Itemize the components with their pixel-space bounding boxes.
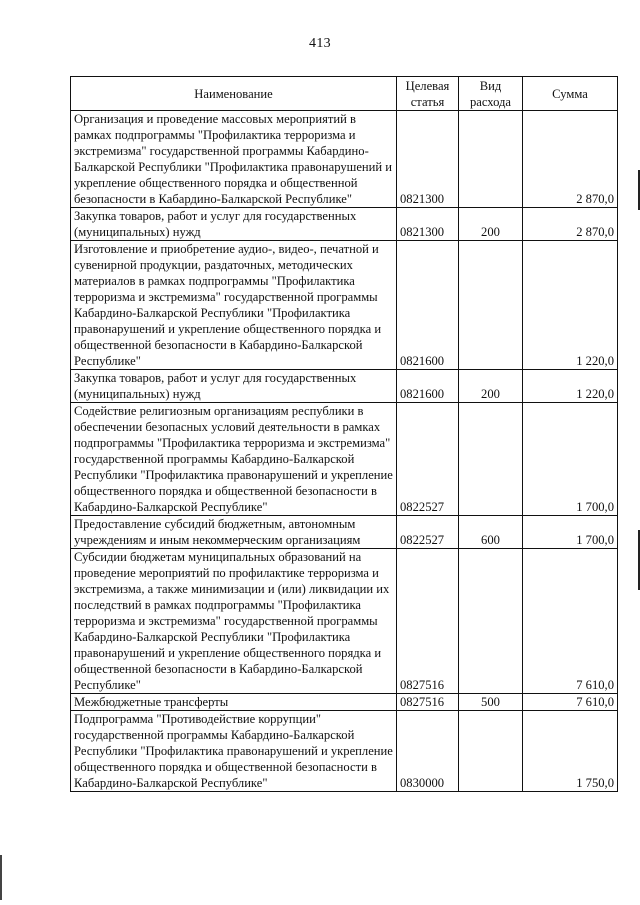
- budget-table: [70, 76, 618, 792]
- row-kind: 500: [459, 694, 523, 711]
- table-row: [71, 516, 618, 549]
- row-sum: 2 870,0: [523, 111, 618, 208]
- row-code: 0822527: [397, 516, 459, 549]
- table-row: [71, 241, 618, 370]
- row-sum: 1 220,0: [523, 370, 618, 403]
- row-sum: 2 870,0: [523, 208, 618, 241]
- table-row: [71, 111, 618, 208]
- row-kind: [459, 403, 523, 516]
- row-kind: [459, 241, 523, 370]
- row-sum: 1 220,0: [523, 241, 618, 370]
- scan-edge-mark: [0, 855, 2, 900]
- row-kind: 200: [459, 370, 523, 403]
- row-name: Организация и проведение массовых мероприятий в рамках подпрограммы "Профилактика терроризма и экстремизма" государственной программы Кабардино-Балкарской Республики "Профилактика правонарушений и укрепление общественного порядка и общественной безопасности в Кабардино-Балкарской Республике": [71, 111, 397, 208]
- header-code: Целевая статья: [397, 77, 459, 111]
- row-kind: [459, 711, 523, 792]
- row-kind: 600: [459, 516, 523, 549]
- row-code: 0827516: [397, 549, 459, 694]
- table-header-row: [71, 77, 618, 111]
- row-name: Межбюджетные трансферты: [71, 694, 397, 711]
- row-code: 0821300: [397, 111, 459, 208]
- row-code: 0822527: [397, 403, 459, 516]
- table-row: [71, 694, 618, 711]
- row-name: Предоставление субсидий бюджетным, автономным учреждениям и иным некоммерческим организациям: [71, 516, 397, 549]
- row-code: 0821600: [397, 241, 459, 370]
- row-sum: 1 700,0: [523, 516, 618, 549]
- row-name: Изготовление и приобретение аудио-, видео-, печатной и сувенирной продукции, раздаточных, методических материалов в рамках подпрограммы "Профилактика терроризма и экстремизма" государственной программы Кабардино-Балкарской Республики "Профилактика правонарушений и укрепление общественного порядка и общественной безопасности в Кабардино-Балкарской Республике": [71, 241, 397, 370]
- row-sum: 7 610,0: [523, 694, 618, 711]
- row-code: 0821600: [397, 370, 459, 403]
- page-number: 413: [309, 36, 331, 51]
- row-code: 0830000: [397, 711, 459, 792]
- row-kind: 200: [459, 208, 523, 241]
- row-sum: 1 750,0: [523, 711, 618, 792]
- header-sum: Сумма: [523, 77, 618, 111]
- row-kind: [459, 111, 523, 208]
- row-name: Субсидии бюджетам муниципальных образований на проведение мероприятий по профилактике терроризма и экстремизма, а также минимизации и (или) ликвидации их последствий в рамках подпрограммы "Профилактика терроризма и экстремизма" государственной программы Кабардино-Балкарской Республики "Профилактика правонарушений и укрепление общественного порядка и общественной безопасности в Кабардино-Балкарской Республике": [71, 549, 397, 694]
- row-name: Подпрограмма "Противодействие коррупции" государственной программы Кабардино-Балкарской Республики "Профилактика правонарушений и укрепление общественного порядка и общественной безопасности в Кабардино-Балкарской Республике": [71, 711, 397, 792]
- row-name: Закупка товаров, работ и услуг для государственных (муниципальных) нужд: [71, 370, 397, 403]
- header-name: Наименование: [71, 77, 397, 111]
- row-sum: 1 700,0: [523, 403, 618, 516]
- row-name: Закупка товаров, работ и услуг для государственных (муниципальных) нужд: [71, 208, 397, 241]
- table-row: [71, 208, 618, 241]
- table-row: [71, 711, 618, 792]
- row-code: 0821300: [397, 208, 459, 241]
- row-code: 0827516: [397, 694, 459, 711]
- header-kind: Вид расхода: [459, 77, 523, 111]
- table-row: [71, 403, 618, 516]
- row-name: Содействие религиозным организациям республики в обеспечении безопасных условий деятельности в рамках подпрограммы "Профилактика терроризма и экстремизма" государственной программы Кабардино-Балкарской Республики "Профилактика правонарушений и укрепление общественного порядка и общественной безопасности в Кабардино-Балкарской Республике": [71, 403, 397, 516]
- row-sum: 7 610,0: [523, 549, 618, 694]
- table-row: [71, 370, 618, 403]
- row-kind: [459, 549, 523, 694]
- table-row: [71, 549, 618, 694]
